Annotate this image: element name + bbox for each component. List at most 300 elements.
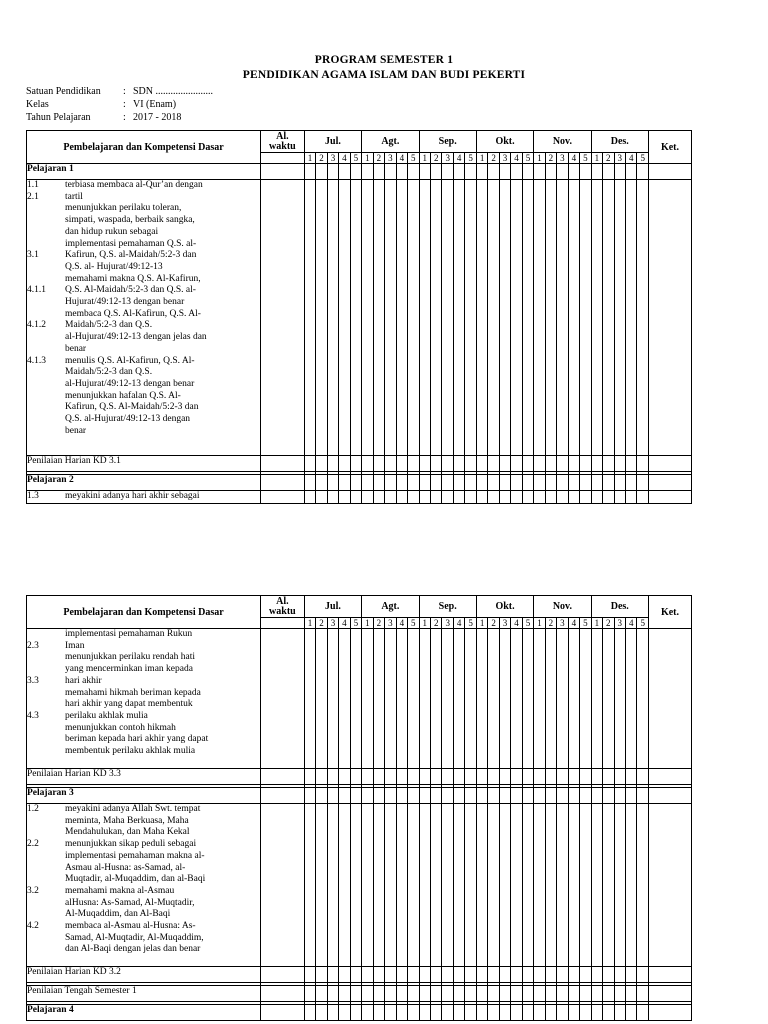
kd-line bbox=[27, 320, 260, 332]
week-cell bbox=[580, 986, 591, 1002]
kd-line bbox=[27, 356, 260, 368]
week-cell bbox=[557, 769, 568, 785]
week-cell bbox=[419, 629, 430, 769]
week-number: 1 bbox=[534, 153, 545, 164]
meta-row bbox=[26, 99, 176, 111]
week-cell bbox=[465, 1005, 476, 1021]
week-cell bbox=[499, 967, 510, 983]
week-cell bbox=[430, 788, 441, 804]
week-cell bbox=[637, 1005, 648, 1021]
kd-code bbox=[27, 874, 65, 886]
penilaian-row bbox=[27, 967, 692, 983]
alokasi-cell bbox=[261, 769, 305, 785]
week-number: 3 bbox=[327, 153, 338, 164]
kd-code bbox=[27, 723, 65, 735]
meta-label: Tahun Pelajaran bbox=[26, 112, 91, 123]
kd-line bbox=[27, 227, 260, 239]
week-cell bbox=[327, 456, 338, 472]
kd-code bbox=[27, 816, 65, 828]
kd-code bbox=[27, 215, 65, 227]
week-cell bbox=[476, 456, 487, 472]
week-cell bbox=[396, 180, 407, 456]
kd-code bbox=[27, 426, 65, 438]
alokasi-cell bbox=[261, 788, 305, 804]
week-cell bbox=[557, 491, 568, 504]
week-cell bbox=[442, 475, 453, 491]
week-cell bbox=[442, 180, 453, 456]
kd-line bbox=[27, 734, 260, 746]
week-number: 4 bbox=[339, 153, 350, 164]
kd-line bbox=[27, 827, 260, 839]
week-cell bbox=[453, 967, 464, 983]
week-cell bbox=[522, 788, 533, 804]
week-number: 1 bbox=[304, 153, 315, 164]
week-cell bbox=[511, 629, 522, 769]
week-cell bbox=[580, 629, 591, 769]
kd-text: Maidah/5:2-3 dan Q.S. bbox=[65, 320, 153, 331]
week-number: 1 bbox=[419, 618, 430, 629]
kd-text: simpati, waspada, berbaik sangka, bbox=[65, 215, 195, 226]
week-cell bbox=[442, 788, 453, 804]
week-number: 2 bbox=[545, 153, 556, 164]
week-cell bbox=[327, 788, 338, 804]
kd-cell bbox=[27, 180, 261, 456]
week-cell bbox=[476, 986, 487, 1002]
week-cell bbox=[442, 629, 453, 769]
week-cell bbox=[339, 456, 350, 472]
ket-cell bbox=[648, 164, 691, 180]
alokasi-cell bbox=[261, 180, 305, 456]
week-cell bbox=[350, 769, 362, 785]
kd-code bbox=[27, 851, 65, 863]
week-cell bbox=[465, 986, 476, 1002]
week-cell bbox=[396, 475, 407, 491]
schedule-table-1 bbox=[26, 130, 692, 504]
week-cell bbox=[419, 475, 430, 491]
week-cell bbox=[476, 1005, 487, 1021]
week-cell bbox=[373, 769, 384, 785]
week-cell bbox=[385, 986, 396, 1002]
week-cell bbox=[373, 1005, 384, 1021]
penilaian-row bbox=[27, 769, 692, 785]
ket-cell bbox=[648, 967, 691, 983]
week-number: 4 bbox=[396, 153, 407, 164]
week-number: 5 bbox=[465, 618, 476, 629]
week-cell bbox=[511, 1005, 522, 1021]
week-cell bbox=[327, 180, 338, 456]
week-cell bbox=[499, 491, 510, 504]
week-cell bbox=[614, 769, 625, 785]
kd-line bbox=[27, 851, 260, 863]
kd-row bbox=[27, 180, 692, 456]
week-cell bbox=[453, 788, 464, 804]
week-cell bbox=[453, 180, 464, 456]
kd-code: 4.3 bbox=[27, 710, 39, 721]
week-number: 4 bbox=[625, 618, 636, 629]
week-number: 2 bbox=[316, 153, 327, 164]
week-cell bbox=[568, 804, 579, 967]
kd-text: Mendahulukan, dan Maha Kekal bbox=[65, 827, 190, 838]
pelajaran-row bbox=[27, 164, 692, 180]
week-cell bbox=[373, 967, 384, 983]
week-number: 2 bbox=[488, 618, 499, 629]
kd-cell bbox=[27, 804, 261, 967]
week-cell bbox=[534, 788, 545, 804]
kd-line bbox=[27, 192, 260, 204]
kd-text: meyakini adanya Allah Swt. tempat bbox=[65, 804, 201, 814]
week-cell bbox=[557, 629, 568, 769]
kd-text: Muqtadir, al-Muqaddim, dan al-Baqi bbox=[65, 874, 206, 885]
kd-code: 3.3 bbox=[27, 675, 39, 686]
penilaian-row-label: Penilaian Harian KD 3.1 bbox=[27, 456, 261, 472]
week-number: 4 bbox=[453, 153, 464, 164]
week-cell bbox=[430, 456, 441, 472]
kd-text: Q.S. Al-Maidah/5:2-3 dan Q.S. al- bbox=[65, 285, 196, 296]
week-number: 2 bbox=[316, 618, 327, 629]
week-cell bbox=[316, 456, 327, 472]
kd-text: Kafirun, Q.S. Al-Maidah/5:2-3 dan bbox=[65, 402, 199, 413]
week-cell bbox=[316, 967, 327, 983]
kd-line bbox=[27, 367, 260, 379]
week-cell bbox=[362, 804, 373, 967]
week-cell bbox=[339, 769, 350, 785]
week-cell bbox=[304, 491, 315, 504]
penilaian-row bbox=[27, 986, 692, 1002]
week-cell bbox=[511, 475, 522, 491]
week-cell bbox=[603, 475, 614, 491]
kd-line bbox=[27, 641, 260, 653]
week-cell bbox=[603, 788, 614, 804]
kd-row bbox=[27, 491, 692, 504]
pelajaran-row-label: Pelajaran 1 bbox=[27, 164, 261, 180]
schedule-table-2 bbox=[26, 595, 692, 1021]
header-row bbox=[27, 131, 692, 153]
week-cell bbox=[534, 804, 545, 967]
week-cell bbox=[408, 491, 419, 504]
kd-line bbox=[27, 898, 260, 910]
kd-row bbox=[27, 629, 692, 769]
week-number: 4 bbox=[511, 618, 522, 629]
week-cell bbox=[373, 986, 384, 1002]
week-cell bbox=[362, 967, 373, 983]
kd-code: 1.3 bbox=[27, 491, 39, 501]
week-cell bbox=[545, 164, 556, 180]
week-cell bbox=[522, 967, 533, 983]
week-cell bbox=[488, 475, 499, 491]
kd-line bbox=[27, 652, 260, 664]
kd-text: implementasi pemahaman Rukun bbox=[65, 629, 193, 639]
week-number: 3 bbox=[442, 618, 453, 629]
week-cell bbox=[499, 629, 510, 769]
kd-text: menunjukkan contoh hikmah bbox=[65, 722, 176, 733]
week-cell bbox=[408, 164, 419, 180]
ket-cell bbox=[648, 769, 691, 785]
kd-text: Asmau al-Husna: as-Samad, al- bbox=[65, 862, 186, 873]
week-number: 2 bbox=[430, 618, 441, 629]
week-cell bbox=[350, 629, 362, 769]
kd-code bbox=[27, 746, 65, 758]
ket-cell bbox=[648, 475, 691, 491]
week-cell bbox=[304, 164, 315, 180]
week-cell bbox=[350, 788, 362, 804]
week-cell bbox=[614, 788, 625, 804]
week-cell bbox=[534, 456, 545, 472]
ket-cell bbox=[648, 788, 691, 804]
week-cell bbox=[339, 986, 350, 1002]
week-cell bbox=[430, 164, 441, 180]
alokasi-cell bbox=[261, 629, 305, 769]
week-cell bbox=[442, 967, 453, 983]
col-header-alokasi bbox=[261, 596, 305, 618]
pelajaran-row-label: Pelajaran 3 bbox=[27, 788, 261, 804]
week-cell bbox=[557, 788, 568, 804]
week-cell bbox=[580, 164, 591, 180]
week-number: 5 bbox=[408, 618, 419, 629]
week-cell bbox=[430, 1005, 441, 1021]
week-cell bbox=[580, 456, 591, 472]
week-number: 1 bbox=[362, 153, 373, 164]
week-number: 2 bbox=[373, 618, 384, 629]
kd-code bbox=[27, 898, 65, 910]
kd-text: menunjukkan hafalan Q.S. Al- bbox=[65, 390, 181, 401]
kd-text: implementasi pemahaman Q.S. al- bbox=[65, 238, 197, 249]
kd-code bbox=[27, 414, 65, 426]
week-number: 3 bbox=[614, 153, 625, 164]
week-cell bbox=[545, 629, 556, 769]
kd-code bbox=[27, 629, 65, 641]
week-cell bbox=[316, 164, 327, 180]
week-cell bbox=[396, 986, 407, 1002]
week-cell bbox=[614, 1005, 625, 1021]
kd-code bbox=[27, 344, 65, 356]
week-cell bbox=[545, 475, 556, 491]
week-number: 4 bbox=[511, 153, 522, 164]
week-cell bbox=[442, 804, 453, 967]
week-cell bbox=[511, 804, 522, 967]
week-cell bbox=[545, 804, 556, 967]
week-cell bbox=[580, 491, 591, 504]
week-cell bbox=[591, 629, 602, 769]
week-cell bbox=[625, 769, 636, 785]
week-cell bbox=[522, 629, 533, 769]
meta-row bbox=[26, 112, 181, 124]
week-cell bbox=[580, 769, 591, 785]
kd-line bbox=[27, 886, 260, 898]
kd-line bbox=[27, 491, 260, 503]
week-cell bbox=[625, 180, 636, 456]
week-cell bbox=[339, 788, 350, 804]
week-cell bbox=[499, 804, 510, 967]
week-number: 1 bbox=[476, 618, 487, 629]
alokasi-line-1: Al. bbox=[276, 595, 289, 607]
week-cell bbox=[385, 769, 396, 785]
week-cell bbox=[522, 769, 533, 785]
kd-code: 4.2 bbox=[27, 921, 39, 932]
kd-line bbox=[27, 391, 260, 403]
week-cell bbox=[373, 629, 384, 769]
week-cell bbox=[396, 967, 407, 983]
week-cell bbox=[316, 769, 327, 785]
kd-code bbox=[27, 297, 65, 309]
week-cell bbox=[453, 491, 464, 504]
week-cell bbox=[568, 491, 579, 504]
week-cell bbox=[476, 629, 487, 769]
week-cell bbox=[603, 769, 614, 785]
kd-text: perilaku akhlak mulia bbox=[65, 710, 148, 721]
week-cell bbox=[453, 629, 464, 769]
week-number: 1 bbox=[419, 153, 430, 164]
week-cell bbox=[419, 804, 430, 967]
week-cell bbox=[637, 629, 648, 769]
week-cell bbox=[511, 164, 522, 180]
penilaian-row-label: Penilaian Harian KD 3.2 bbox=[27, 967, 261, 983]
col-header-month: Okt. bbox=[476, 596, 533, 618]
kd-text: benar bbox=[65, 343, 87, 354]
week-cell bbox=[625, 1005, 636, 1021]
col-header-ket: Ket. bbox=[648, 596, 691, 629]
week-cell bbox=[614, 986, 625, 1002]
week-cell bbox=[408, 769, 419, 785]
week-cell bbox=[603, 456, 614, 472]
header-row bbox=[27, 596, 692, 618]
col-header-kd: Pembelajaran dan Kompetensi Dasar bbox=[27, 596, 261, 629]
kd-text: membaca Q.S. Al-Kafirun, Q.S. Al- bbox=[65, 308, 201, 319]
penilaian-row-label: Penilaian Tengah Semester 1 bbox=[27, 986, 261, 1002]
kd-line bbox=[27, 944, 260, 956]
week-cell bbox=[327, 986, 338, 1002]
col-header-month: Nov. bbox=[534, 131, 591, 153]
kd-text: Al-Muqaddim, dan Al-Baqi bbox=[65, 909, 171, 920]
week-cell bbox=[327, 967, 338, 983]
kd-text: memahami hikmah beriman kepada bbox=[65, 687, 201, 698]
week-cell bbox=[362, 629, 373, 769]
week-cell bbox=[385, 629, 396, 769]
week-cell bbox=[580, 1005, 591, 1021]
week-cell bbox=[385, 1005, 396, 1021]
week-cell bbox=[488, 769, 499, 785]
week-cell bbox=[534, 475, 545, 491]
col-header-month: Des. bbox=[591, 131, 648, 153]
kd-code bbox=[27, 863, 65, 875]
week-cell bbox=[499, 986, 510, 1002]
week-number: 3 bbox=[499, 618, 510, 629]
kd-code bbox=[27, 652, 65, 664]
week-cell bbox=[545, 967, 556, 983]
kd-text: memahami makna Q.S. Al-Kafirun, bbox=[65, 273, 201, 284]
week-cell bbox=[385, 788, 396, 804]
week-number: 1 bbox=[476, 153, 487, 164]
kd-code bbox=[27, 203, 65, 215]
week-cell bbox=[614, 967, 625, 983]
kd-code: 2.2 bbox=[27, 839, 39, 850]
week-cell bbox=[350, 1005, 362, 1021]
week-cell bbox=[362, 491, 373, 504]
kd-line bbox=[27, 239, 260, 251]
week-cell bbox=[476, 967, 487, 983]
meta-label: Kelas bbox=[26, 99, 49, 110]
week-cell bbox=[350, 986, 362, 1002]
kd-code bbox=[27, 944, 65, 956]
week-cell bbox=[304, 769, 315, 785]
week-cell bbox=[419, 180, 430, 456]
week-cell bbox=[499, 1005, 510, 1021]
week-cell bbox=[580, 967, 591, 983]
week-cell bbox=[603, 491, 614, 504]
week-cell bbox=[419, 456, 430, 472]
week-cell bbox=[545, 788, 556, 804]
alokasi-cell bbox=[261, 1005, 305, 1021]
week-cell bbox=[316, 986, 327, 1002]
meta-value: 2017 - 2018 bbox=[133, 112, 182, 123]
alokasi-cell bbox=[261, 986, 305, 1002]
week-number: 3 bbox=[442, 153, 453, 164]
kd-code: 4.1.1 bbox=[27, 285, 46, 296]
week-cell bbox=[625, 456, 636, 472]
kd-code bbox=[27, 933, 65, 945]
kd-text: memahami makna al-Asmau bbox=[65, 885, 175, 896]
meta-separator: : bbox=[123, 99, 126, 110]
week-cell bbox=[534, 629, 545, 769]
week-cell bbox=[637, 180, 648, 456]
alokasi-cell bbox=[261, 456, 305, 472]
week-cell bbox=[637, 456, 648, 472]
col-header-month: Agt. bbox=[362, 131, 419, 153]
meta-value: SDN ....................... bbox=[133, 86, 214, 97]
week-cell bbox=[614, 629, 625, 769]
pelajaran-row bbox=[27, 475, 692, 491]
week-cell bbox=[534, 967, 545, 983]
kd-code: 3.1 bbox=[27, 250, 39, 261]
pelajaran-row-label: Pelajaran 2 bbox=[27, 475, 261, 491]
week-cell bbox=[339, 629, 350, 769]
col-header-ket: Ket. bbox=[648, 131, 691, 164]
pelajaran-row bbox=[27, 788, 692, 804]
kd-text: yang mencerminkan iman kepada bbox=[65, 664, 193, 675]
kd-code: 2.1 bbox=[27, 191, 39, 202]
week-cell bbox=[362, 475, 373, 491]
kd-text: dan Al-Baqi dengan jelas dan benar bbox=[65, 944, 201, 955]
col-header-month: Sep. bbox=[419, 131, 476, 153]
week-cell bbox=[408, 180, 419, 456]
week-cell bbox=[373, 475, 384, 491]
week-cell bbox=[614, 180, 625, 456]
week-cell bbox=[304, 456, 315, 472]
week-cell bbox=[580, 788, 591, 804]
week-cell bbox=[408, 475, 419, 491]
week-cell bbox=[316, 788, 327, 804]
col-header-alokasi bbox=[261, 131, 305, 153]
week-number: 5 bbox=[350, 153, 362, 164]
week-number: 4 bbox=[453, 618, 464, 629]
week-cell bbox=[362, 788, 373, 804]
week-number: 4 bbox=[339, 618, 350, 629]
week-cell bbox=[350, 456, 362, 472]
week-cell bbox=[545, 456, 556, 472]
kd-line bbox=[27, 863, 260, 875]
col-header-month: Des. bbox=[591, 596, 648, 618]
week-cell bbox=[511, 769, 522, 785]
week-cell bbox=[522, 986, 533, 1002]
week-number: 5 bbox=[580, 153, 591, 164]
kd-line bbox=[27, 414, 260, 426]
document-subtitle: PENDIDIKAN AGAMA ISLAM DAN BUDI PEKERTI bbox=[242, 69, 526, 81]
week-cell bbox=[568, 456, 579, 472]
week-cell bbox=[316, 180, 327, 456]
week-cell bbox=[568, 769, 579, 785]
alokasi-blank-cell bbox=[261, 153, 305, 164]
week-number: 5 bbox=[465, 153, 476, 164]
week-cell bbox=[522, 491, 533, 504]
